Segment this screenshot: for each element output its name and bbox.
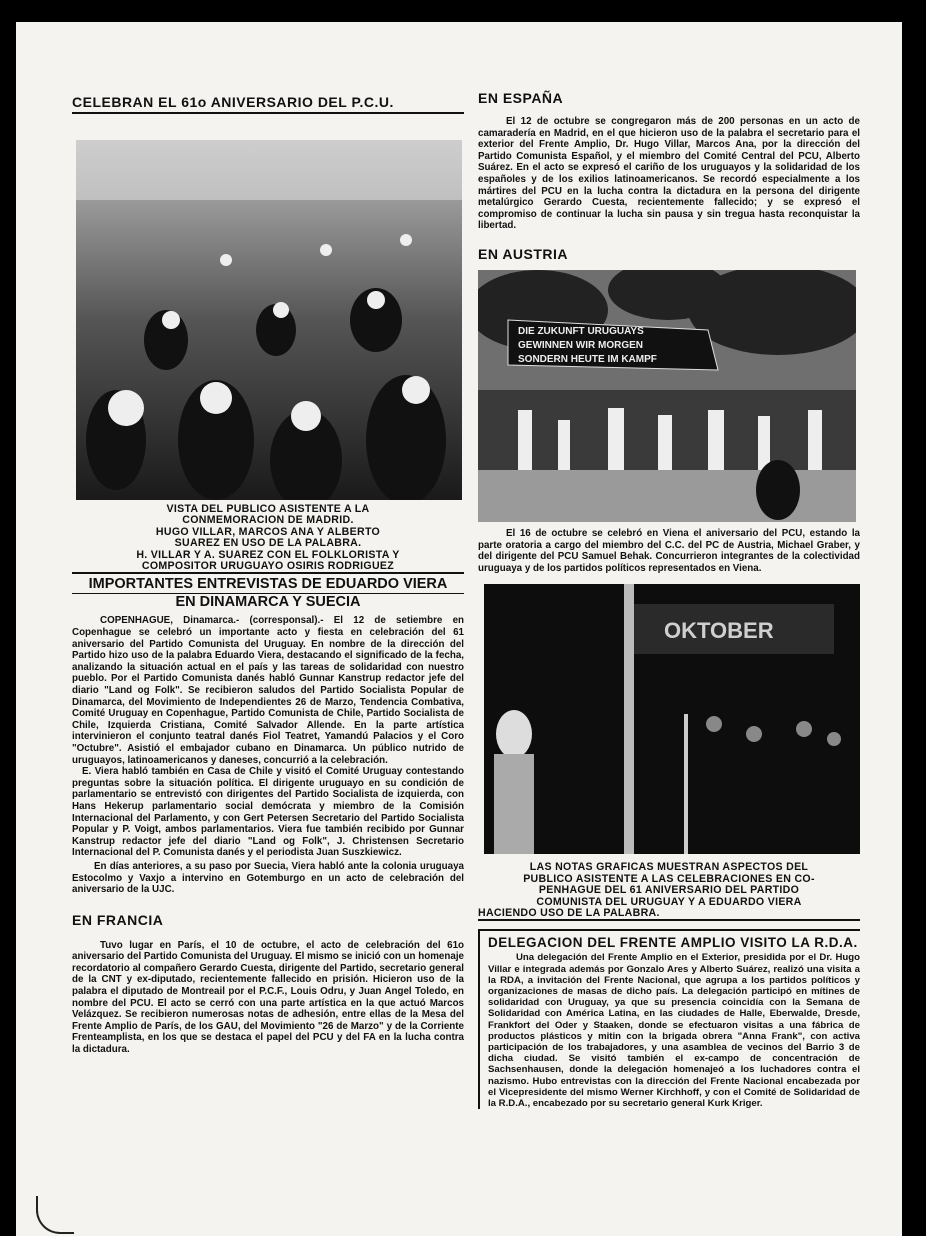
interviews-paragraph-3: En días anteriores, a su paso por Suecia, Viera habló ante la colonia uruguaya Estocolmo y Vaxjo a intervino en Gotemburgo en un acto de celebración del aniversario de la UJC.: [72, 860, 464, 896]
caption-line: CONMEMORACION DE MADRID.: [182, 514, 354, 527]
celebration-headline: CELEBRAN EL 61o ANIVERSARIO DEL P.C.U.: [72, 94, 464, 114]
caption-line: LAS NOTAS GRAFICAS MUESTRAN ASPECTOS DEL: [529, 861, 809, 874]
spain-headline: EN ESPAÑA: [478, 90, 564, 106]
interviews-paragraph-2: E. Viera habló también en Casa de Chile y visitó el Comité Uruguay contestando preguntas sobre la situación política. El dirigente uruguayo en su condición de parlamentario se entrevistó con dirigentes del Partido Socialista de izquierda, con Hans Hekerup parlamentario social demócrata y miembro de la Comisión Internacional del Parlamento, y con Gert Petersen Secretario del Partido Socialista Popular y P. Voigt, ambos parlamentarios. Viera fue también recibido por Gunnar Kanstrup redactor jefe del diario "Land og Folk", J. Christensen Secretario Internacional del P. Comunista danés y el periodista Juan Suszkiewicz.: [72, 766, 464, 859]
delegation-paragraph: Una delegación del Frente Amplio en el Exterior, presidida por el Dr. Hugo Villar e integrada además por Gonzalo Ares y Alberto Suárez, realizó una visita a la RDA, a invitación del Frente Nacional, que agrupa a los partidos políticos y organizaciones de masas de dicho país. La delegación participó en mítines de solidaridad con Uruguay, ya que su presencia coincidía con la Semana de Solidaridad con América Latina, en las ciudades de Halle, Eberwalde, Dresde, Frankfort del Oder y Staaken, donde se efectuaron visitas a una fábrica de productos plásticos y mitin con la brigada obrera "Anna Frank", con activa participación de los trabajadores, y una asamblea de vecinos del Barrio 3 de dicha ciudad. Se visitó también el ex-campo de concentración de Sachsenhausen, donde la delegación homenajeó a los luchadores contra el nazismo. Hubo entrevistas con la dirección del Frente Nacional encabezada por el Vicepresidente del mismo Werner Kirchhoff, y con el Comité de Solidaridad de la R.D.A., encabezado por su secretario general Kurk Kriger.: [488, 952, 860, 1109]
caption-line: H. VILLAR Y A. SUAREZ CON EL FOLKLORISTA Y: [136, 548, 400, 561]
madrid-photo: [76, 140, 462, 500]
france-headline: EN FRANCIA: [72, 911, 164, 928]
caption-line: COMPOSITOR URUGUAYO OSIRIS RODRIGUEZ: [72, 561, 464, 574]
caption-line: PUBLICO ASISTENTE A LAS CELEBRACIONES EN CO-: [523, 872, 815, 885]
madrid-photo-caption: [72, 504, 464, 574]
vienna-banner-line: SONDERN HEUTE IM KAMPF: [518, 353, 657, 365]
caption-line: SUAREZ EN USO DE LA PALABRA.: [174, 537, 362, 550]
interviews-paragraph-1: COPENHAGUE, Dinamarca.- (corresponsal).- El 12 de setiembre en Copenhague se celebró un importante acto y fiesta en celebración del 61 aniversario del Partido Comunista del Uruguay. En nombre de la dirección del Partido hizo uso de la palabra Eduardo Viera, destacando el significado de la fecha, analizando la situación actual en el país y las tareas de solidaridad con nuestro pueblo. Por el Partido Comunista danés habló Gunnar Kanstrup redactor jefe del diario "Land og Folk". Se recibieron saludos del Partido Socialista Popular de Dinamarca, del Movimiento de Independientes 26 de Marzo, Tendencia Combativa, Comité Uruguay en Copenhague, Partido Comunista de Chile, Partido Socialista de Chile, Izquierda Cristiana, Comité Salvador Allende. En la parte artística intervinieron el conjunto teatral danés Fiol Teatret, Yamandú Palacios y el Coro "Octubre". Asistió el embajador cubano en Dinamarca. Un público nutrido de uruguayos, latinoamericanos y daneses, concurrió a la celebración.: [72, 615, 464, 766]
vienna-banner-line: DIE ZUKUNFT URUGUAYS: [518, 325, 644, 337]
copenhagen-banner: OKTOBER: [664, 618, 774, 644]
right-column: [478, 90, 860, 1109]
spain-paragraph: El 12 de octubre se congregaron más de 200 personas en un acto de camaradería en Madrid, en el que hicieron uso de la palabra el secretario para el exterior del Frente Amplio, Dr. Hugo Villar, Marcos Ana, por la dirección del Partido Comunista Español, y el miembro del Comité Central del PCU, Alberto Suárez. En el acto se expresó el cariño de los uruguayos y la solidaridad de los españoles y de los exilios latinoamericanos. Se recordó especialmente a los mártires del PCU en la lucha contra la dictadura en la persona del dirigente metalúrgico Gerardo Cuesta, recientemente fallecido; y se expresó el compromiso de continuar la lucha sin pausa y sin tregua hasta reconquistar la libertad.: [478, 116, 860, 232]
delegation-headline: DELEGACION DEL FRENTE AMPLIO VISITO LA R.D.A.: [488, 935, 858, 951]
copenhagen-photo-image: [484, 584, 860, 854]
interviews-title: [72, 576, 464, 611]
caption-line: COMUNISTA DEL URUGUAY Y A EDUARDO VIERA: [536, 895, 802, 908]
interviews-title-line1: IMPORTANTES ENTREVISTAS DE EDUARDO VIERA: [72, 576, 464, 594]
interviews-title-line2: EN DINAMARCA Y SUECIA: [175, 594, 361, 611]
caption-line: HACIENDO USO DE LA PALABRA.: [478, 908, 860, 921]
copenhagen-photo: [484, 584, 860, 854]
delegation-box: [478, 929, 860, 1109]
caption-line: HUGO VILLAR, MARCOS ANA Y ALBERTO: [155, 525, 381, 538]
vienna-photo-image: [478, 270, 856, 522]
newspaper-page: [16, 22, 902, 1236]
caption-line: PENHAGUE DEL 61 ANIVERSARIO DEL PARTIDO: [538, 884, 800, 897]
austria-paragraph: El 16 de octubre se celebró en Viena el aniversario del PCU, estando la parte oratoria a cargo del miembro del C.C. del PC de Austria, Michael Graber, y del dirigente del PCU Samuel Behak. Concurrieron integrantes de la colectividad uruguaya y de los partidos políticos representados en Viena.: [478, 527, 860, 574]
left-column: [72, 94, 464, 1056]
austria-headline: EN AUSTRIA: [478, 245, 569, 262]
binding-mark: [36, 1196, 74, 1234]
caption-line: VISTA DEL PUBLICO ASISTENTE A LA: [166, 503, 370, 515]
vienna-photo: [478, 270, 856, 522]
madrid-photo-image: [76, 140, 462, 500]
copenhagen-caption: [478, 862, 860, 921]
vienna-banner-line: GEWINNEN WIR MORGEN: [518, 339, 643, 351]
france-paragraph: Tuvo lugar en París, el 10 de octubre, el acto de celebración del 61o aniversario del Partido Comunista del Uruguay. El mismo se inició con un homenaje recordatorio al compañero Gerardo Cuesta, dirigente del Partido, secretario general de la CNT y ex-diputado, recientemente fallecido en prisión. Hicieron uso de la palabra el diputado de Montreail por el P.C.F., Louis Odru, y Juan Angel Toledo, en nombre del PCU. El acto se cerró con una parte artística en la que actuó Marcos Velázquez. Se recibieron numerosas notas de adhesión, entre ellas de la Mesa del Frente Amplio de París, de los GAU, del Movimiento "26 de Marzo" y de la Corriente Frenteamplista, en los que se destaca el papel del PCU y del FA en la lucha contra la dictadura.: [72, 939, 464, 1056]
